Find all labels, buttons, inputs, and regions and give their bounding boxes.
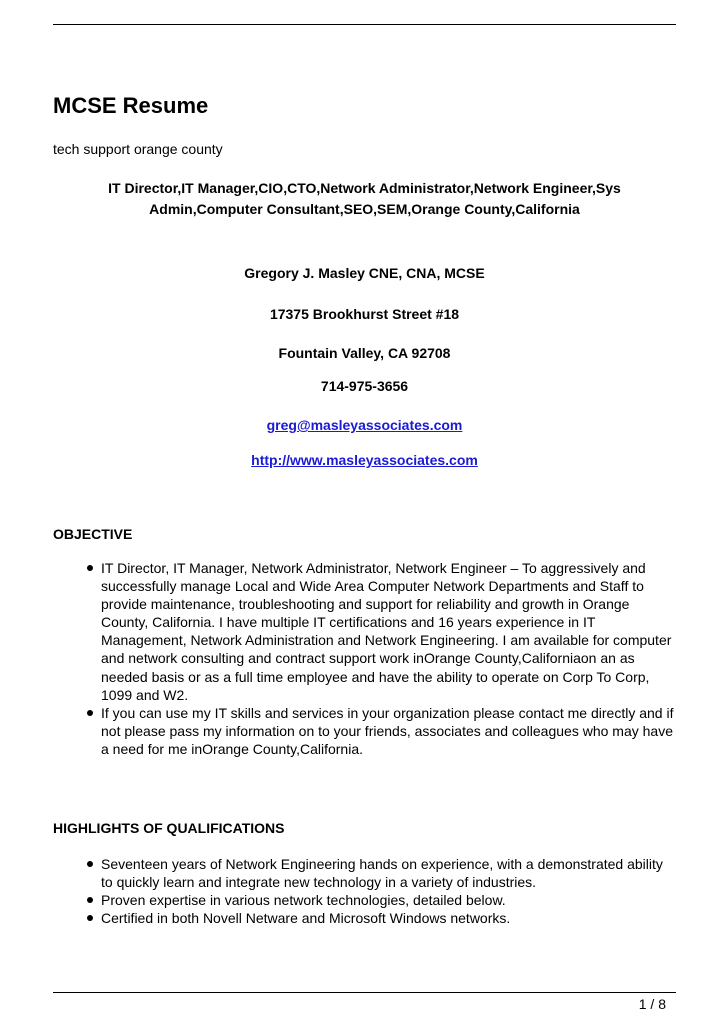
contact-name: Gregory J. Masley CNE, CNA, MCSE: [244, 265, 485, 281]
document-title: MCSE Resume: [53, 93, 209, 118]
document-subtitle: tech support orange county: [53, 141, 223, 157]
list-item: [78, 909, 676, 927]
contact-email-row: [53, 417, 676, 433]
headline-line: IT Director,IT Manager,CIO,CTO,Network Administrator,Network Engineer,Sys: [108, 180, 621, 196]
highlights-list: [78, 855, 676, 927]
list-item: [78, 704, 676, 758]
bullet-icon: [87, 915, 93, 921]
website-link[interactable]: http://www.masleyassociates.com: [251, 452, 478, 468]
list-item-text: IT Director, IT Manager, Network Administrator, Network Engineer – To aggressively and successfully manage Local and Wide Area Computer Network Departments and Staff to provide maintenance, troubleshooting and support for reliability and growth in Orange County, California. I have multiple IT certifications and 16 years experience in IT Management, Network Administration and Network Engineering. I am available for computer and network consulting and contract support work inOrange County,Californiaon an as needed basis or as a full time employee and have the ability to operate on Corp To Corp, 1099 and W2.: [101, 560, 672, 703]
highlights-heading: HIGHLIGHTS OF QUALIFICATIONS: [53, 820, 285, 836]
list-item: [78, 891, 676, 909]
bullet-icon: [87, 710, 93, 716]
header-rule: [53, 24, 676, 25]
list-item-text: Proven expertise in various network technologies, detailed below.: [101, 892, 506, 909]
contact-city: Fountain Valley, CA 92708: [278, 345, 451, 361]
headline: [53, 178, 676, 220]
list-item-text: Seventeen years of Network Engineering hands on experience, with a demonstrated ability to quickly learn and integrate new technology in a variety of industries.: [101, 856, 663, 891]
bullet-icon: [87, 565, 93, 571]
contact-phone: 714-975-3656: [320, 378, 409, 394]
bullet-icon: [87, 861, 93, 867]
objective-list: [78, 559, 676, 758]
objective-heading: OBJECTIVE: [53, 526, 133, 542]
list-item: [78, 559, 676, 704]
list-item: [78, 855, 676, 891]
email-link[interactable]: greg@masleyassociates.com: [266, 417, 463, 433]
page-indicator: 1 / 8: [638, 996, 666, 1012]
bullet-icon: [87, 897, 93, 903]
footer-rule: [53, 992, 676, 993]
contact-street: 17375 Brookhurst Street #18: [269, 306, 460, 322]
contact-website-row: [53, 452, 676, 468]
headline-line: Admin,Computer Consultant,SEO,SEM,Orange County,California: [149, 201, 580, 217]
list-item-text: Certified in both Novell Netware and Microsoft Windows networks.: [101, 910, 511, 927]
list-item-text: If you can use my IT skills and services in your organization please contact me directly and if not please pass my information on to your friends, associates and colleagues who may have a need for me inOrange County,California.: [101, 704, 674, 757]
